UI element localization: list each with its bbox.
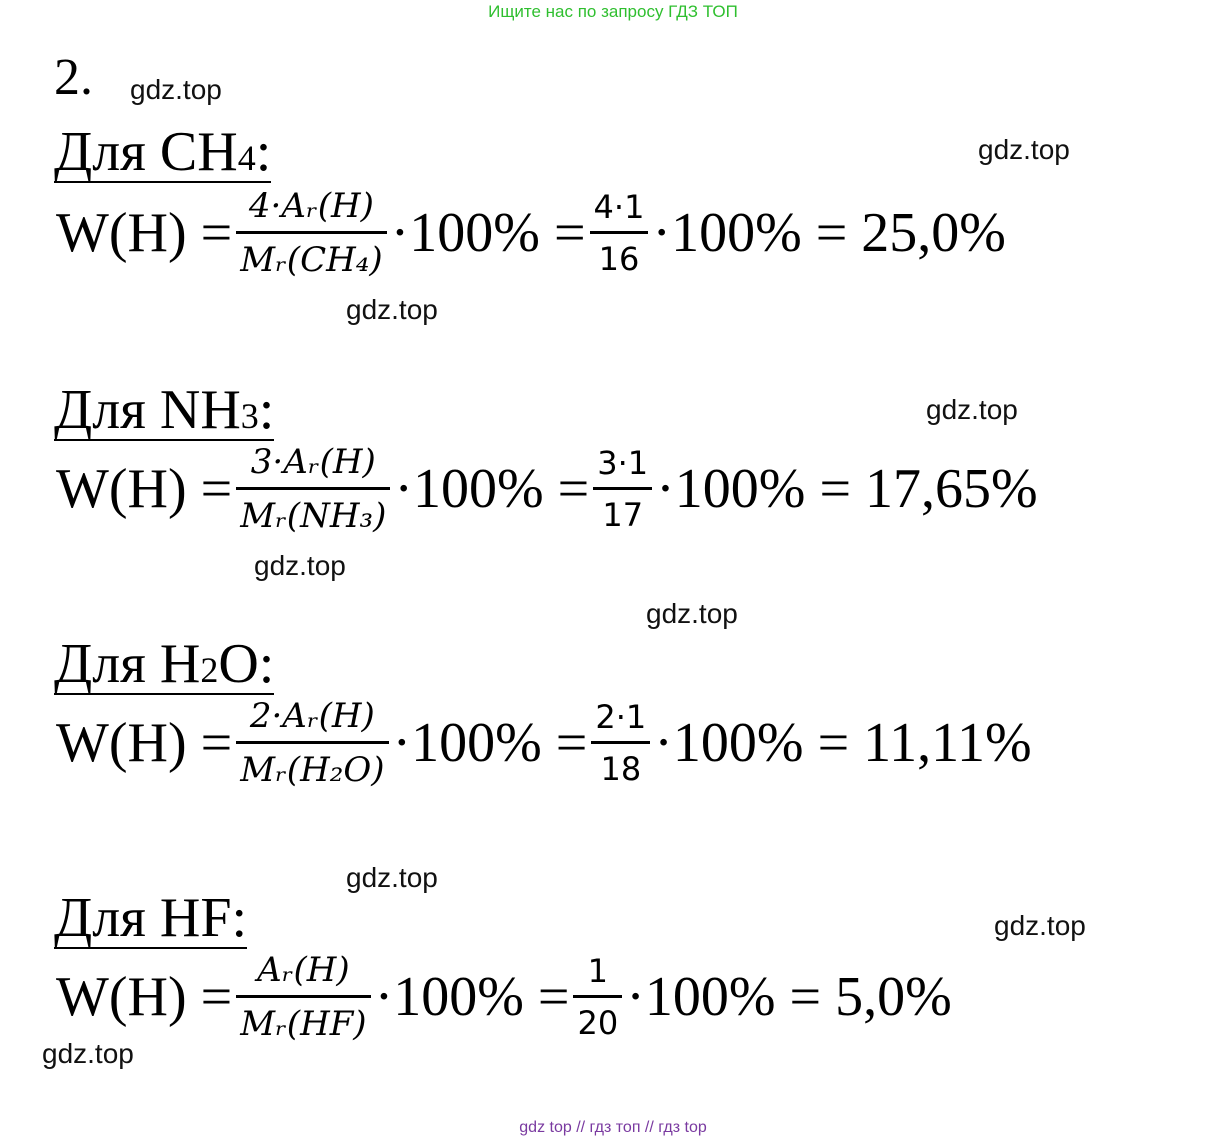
watermark: gdz.top — [646, 598, 738, 629]
watermark: gdz.top — [42, 1038, 134, 1069]
fraction-general — [236, 442, 390, 537]
formula-result: ·100% = 11,11% — [654, 712, 1032, 774]
heading-subscript: 2 — [200, 650, 219, 690]
fraction-denominator: 18 — [600, 749, 642, 788]
fraction-numerator: 3·Aᵣ(H) — [250, 441, 376, 482]
section-heading-hf — [54, 887, 248, 949]
watermark: gdz.top — [254, 550, 346, 581]
formula-middle: ·100% = — [390, 202, 586, 264]
fraction-denominator: Mᵣ(H₂O) — [240, 749, 385, 790]
watermark: gdz.top — [346, 862, 438, 893]
formula-middle: ·100% = — [394, 458, 590, 520]
formula-nh3 — [56, 434, 1038, 544]
fraction-numerator: 4·1 — [593, 188, 645, 227]
heading-suffix: : — [231, 887, 248, 949]
formula-result: ·100% = 25,0% — [652, 202, 1006, 264]
section-heading-h2o — [54, 633, 275, 695]
heading-text: Для NH — [54, 379, 241, 441]
fraction-denominator: 17 — [602, 495, 644, 534]
formula-lhs: W(H) = — [56, 202, 233, 264]
fraction-numeric — [593, 444, 652, 534]
formula-lhs: W(H) = — [56, 458, 233, 520]
fraction-numerator: 1 — [587, 952, 608, 991]
fraction-general — [236, 186, 386, 281]
heading-suffix: : — [258, 379, 275, 441]
top-banner: Ищите нас по запросу ГДЗ ТОП — [488, 2, 738, 21]
fraction-denominator: Mᵣ(CH₄) — [240, 239, 383, 280]
heading-text: Для HF — [54, 887, 232, 949]
heading-subscript: 4 — [237, 138, 256, 178]
section-heading-ch4 — [54, 121, 272, 183]
heading-subscript: 3 — [240, 396, 259, 436]
formula-result: ·100% = 17,65% — [656, 458, 1038, 520]
heading-text: Для H — [54, 633, 201, 695]
formula-middle: ·100% = — [392, 712, 588, 774]
watermark: gdz.top — [346, 294, 438, 325]
fraction-general — [236, 950, 370, 1045]
watermark: gdz.top — [978, 134, 1070, 165]
formula-ch4 — [56, 178, 1006, 288]
formula-middle: ·100% = — [374, 966, 570, 1028]
watermark: gdz.top — [994, 910, 1086, 941]
fraction-numerator: 2·Aᵣ(H) — [249, 695, 375, 736]
fraction-general — [236, 696, 388, 791]
footer-links: gdz top // гдз топ // гдз top — [519, 1119, 707, 1136]
formula-hf — [56, 942, 952, 1052]
watermark: gdz.top — [130, 74, 222, 105]
fraction-denominator: Mᵣ(HF) — [240, 1003, 367, 1044]
fraction-numerator: 3·1 — [597, 444, 649, 483]
heading-suffix: : — [255, 121, 272, 183]
fraction-denominator: Mᵣ(NH₃) — [240, 495, 387, 536]
fraction-numeric — [590, 188, 649, 278]
fraction-numerator: 4·Aᵣ(H) — [248, 185, 374, 226]
formula-lhs: W(H) = — [56, 712, 233, 774]
watermark: gdz.top — [926, 394, 1018, 425]
formula-h2o — [56, 688, 1032, 798]
fraction-numeric — [573, 952, 622, 1042]
fraction-numeric — [591, 698, 650, 788]
fraction-denominator: 16 — [598, 239, 640, 278]
task-number: 2. — [54, 49, 93, 106]
formula-result: ·100% = 5,0% — [626, 966, 952, 1028]
formula-lhs: W(H) = — [56, 966, 233, 1028]
fraction-numerator: 2·1 — [595, 698, 647, 737]
heading-suffix: O: — [218, 633, 275, 695]
heading-text: Для CH — [54, 121, 238, 183]
fraction-denominator: 20 — [577, 1003, 619, 1042]
section-heading-nh3 — [54, 379, 275, 441]
fraction-numerator: Aᵣ(H) — [257, 949, 350, 990]
